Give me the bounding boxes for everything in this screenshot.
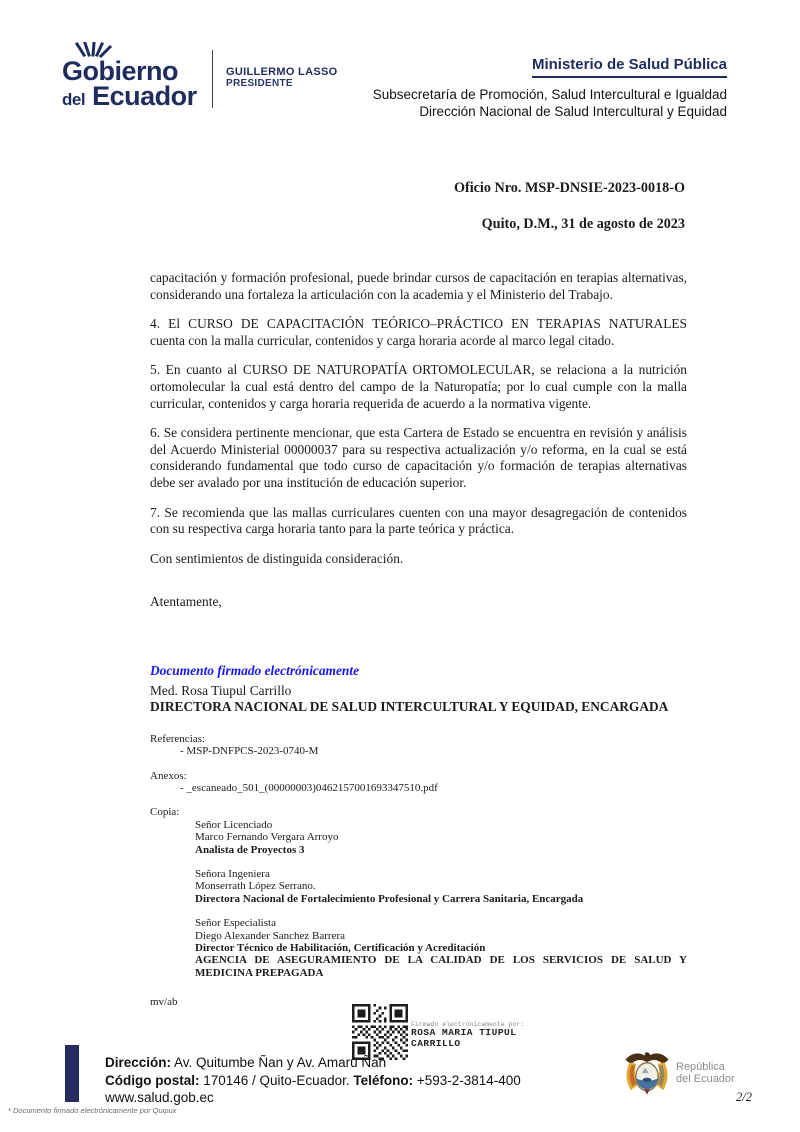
page-number: 2/2 — [736, 1090, 752, 1104]
paragraph-6: 6. Se considera pertinente mencionar, que esta Cartera de Estado se encuentra en revisión y análisis del Acuerdo Ministerial 00000037 para su respectiva actualización y/o reforma, en la cual se está considerando fundamental que todo curso de capacitación y/o formación de terapias alternativas debe ser avalado por una institución de educación superior. — [150, 425, 687, 490]
ecuador-coat-of-arms-icon — [620, 1048, 674, 1100]
copy-recipient — [195, 917, 687, 979]
recipient-title: Director Técnico de Habilitación, Certificación y Acreditación — [195, 941, 486, 954]
oficio-number: Oficio Nro. MSP-DNSIE-2023-0018-O — [453, 180, 685, 196]
recipient-title: Analista de Proyectos 3 — [195, 843, 305, 856]
footer-website[interactable] — [105, 1089, 521, 1107]
electronic-signature-note: Documento firmado electrónicamente — [150, 662, 360, 678]
stamp-signed-by-label: Firmado electrónicamente por: — [411, 1021, 525, 1028]
document-date: Quito, D.M., 31 de agosto de 2023 — [481, 216, 685, 232]
logo-text-del-ecuador: del Ecuador — [62, 81, 197, 111]
references-section — [150, 733, 687, 758]
paragraph-4: 4. El CURSO DE CAPACITACIÓN TEÓRICO–PRÁCTICO EN TERAPIAS NATURALES cuenta con la malla curricular, contenidos y carga horaria acorde al marco legal citado. — [150, 316, 687, 348]
footer-accent-bar — [65, 1045, 79, 1102]
recipient-salutation: Señor Especialista — [195, 917, 276, 930]
document-meta — [454, 180, 685, 233]
footer-address-line: Dirección: Av. Quitumbe Ñan y Av. Amaru Ñan — [105, 1055, 387, 1070]
signer-title: DIRECTORA NACIONAL DE SALUD INTERCULTURAL Y EQUIDAD, ENCARGADA — [150, 699, 669, 715]
footer-contact-block — [105, 1054, 521, 1107]
reference-item: - MSP-DNFPCS-2023-0740-M — [180, 745, 319, 758]
paragraph-5: 5. En cuanto al CURSO DE NATUROPATÍA ORTOMOLECULAR, se relaciona a la nutrición ortomolecular la cual está dentro del campo de la Naturopatía; por lo cual cumple con la malla curricular, contenidos y carga horaria requerida de acuerdo a la normativa vigente. — [150, 362, 687, 411]
signer-name: Med. Rosa Tiupul Carrillo — [150, 682, 292, 698]
header-subtitle-1: Subsecretaría de Promoción, Salud Intercultural e Igualdad — [372, 87, 727, 102]
stamp-text — [411, 1021, 524, 1049]
recipient-salutation: Señor Licenciado — [195, 818, 273, 831]
recipient-name: Monserrath López Serrano. — [195, 880, 316, 893]
stamp-signer-line1: ROSA MARIA TIUPUL — [411, 1027, 517, 1038]
copy-recipient — [195, 819, 687, 856]
website-link[interactable]: www.salud.gob.ec — [105, 1090, 214, 1105]
qr-code — [352, 1004, 408, 1060]
logo-divider — [212, 50, 213, 108]
quipux-note: * Documento firmado electrónicamente por Quipux — [8, 1106, 177, 1115]
recipient-title: Directora Nacional de Fortalecimiento Profesional y Carrera Sanitaria, Encargada — [195, 892, 584, 905]
paragraph-continuation: capacitación y formación profesional, puede brindar cursos de capacitación en terapias alternativas, considerando una fortaleza la articulación con la academia y el Ministerio del Trabajo. — [150, 270, 687, 302]
header-right — [373, 56, 727, 120]
copies-list — [150, 819, 687, 979]
president-block — [226, 66, 337, 90]
recipient-salutation: Señora Ingeniera — [195, 867, 270, 880]
ministry-title: Ministerio de Salud Pública — [532, 56, 727, 78]
paragraph-7: 7. Se recomienda que las mallas curriculares cuenten con una mayor desagregación de contenidos con su respectiva carga horaria tanto para la parte teórica y práctica. — [150, 504, 687, 537]
clerk-initials: mv/ab — [150, 996, 178, 1009]
closing-line: Con sentimientos de distinguida consideración. — [150, 550, 404, 566]
copies-section — [150, 806, 687, 979]
annexes-section — [150, 770, 687, 795]
gobierno-ecuador-logo — [62, 42, 197, 113]
header-subtitle-2: Dirección Nacional de Salud Intercultural y Equidad — [419, 103, 727, 119]
copies-label: Copia: — [150, 806, 180, 819]
footer-postal-line: Código postal: 170146 / Quito-Ecuador. Teléfono: +593-2-3814-400 — [105, 1072, 521, 1088]
president-name: GUILLERMO LASSO — [226, 66, 338, 78]
annexes-label: Anexos: — [150, 769, 187, 782]
copy-recipient — [195, 868, 687, 905]
recipient-name: Marco Fernando Vergara Arroyo — [195, 831, 339, 844]
annex-item: - _escaneado_501_(00000003)0462157001693347510.pdf — [180, 781, 438, 794]
signature-stamp — [352, 1004, 524, 1060]
logo-text-gobierno: Gobierno — [62, 56, 178, 86]
president-title: PRESIDENTE — [226, 78, 293, 89]
recipient-organization: AGENCIA DE ASEGURAMIENTO DE LA CALIDAD DE LOS SERVICIOS DE SALUD Y MEDICINA PREPAGADA — [195, 954, 687, 979]
stamp-signer-line2: CARRILLO — [411, 1037, 461, 1049]
recipient-name: Diego Alexander Sanchez Barrera — [195, 929, 345, 942]
republic-label: República del Ecuador — [676, 1061, 735, 1085]
salutation: Atentamente, — [150, 594, 222, 610]
references-label: Referencias: — [150, 732, 205, 745]
document-body — [150, 270, 687, 1011]
